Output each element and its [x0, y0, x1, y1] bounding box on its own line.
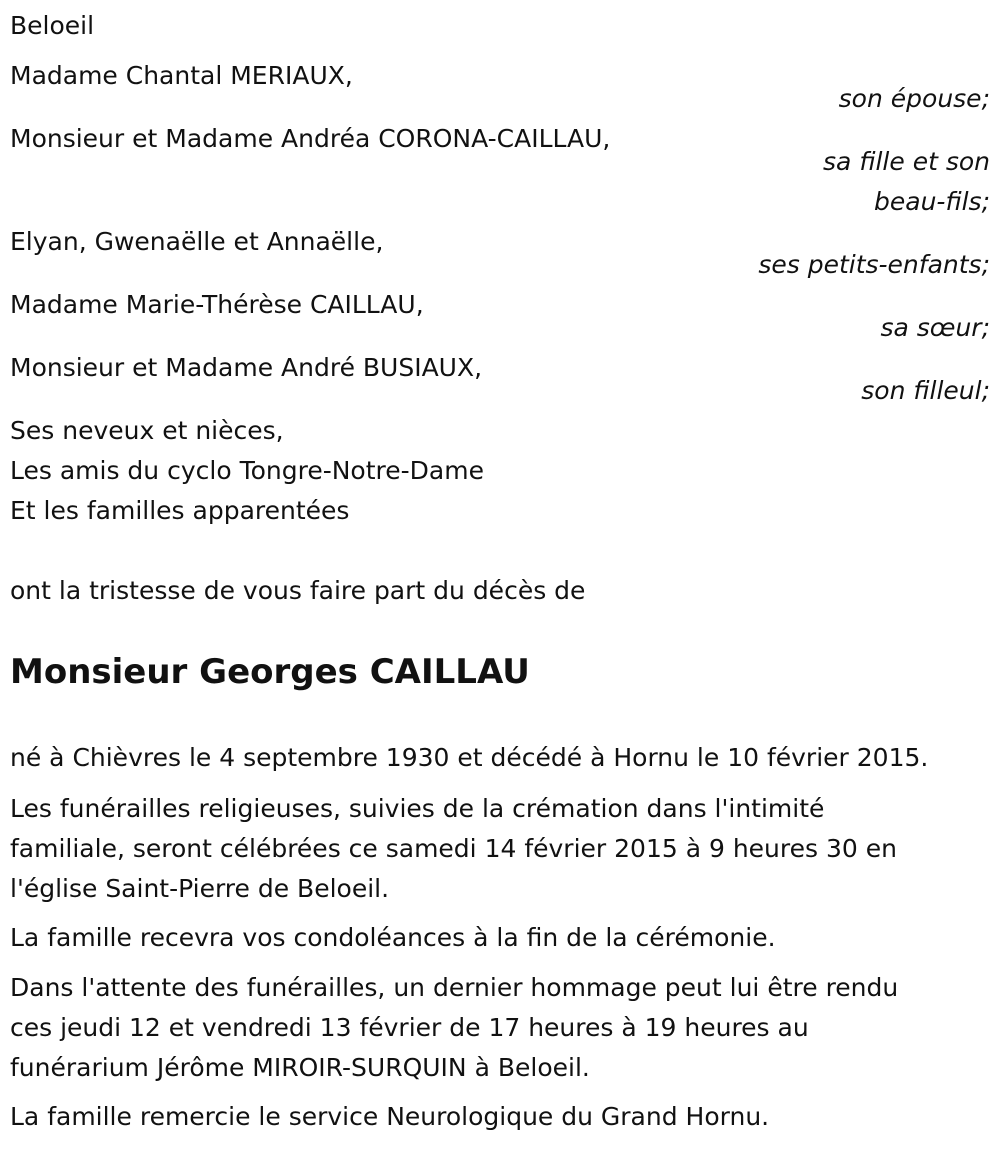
other-mourners-line: Et les familles apparentées	[10, 496, 350, 525]
announcement-text: ont la tristesse de vous faire part du décès de	[10, 576, 586, 605]
tribute-paragraph-line: ces jeudi 12 et vendredi 13 février de 17 heures à 19 heures au	[10, 1013, 809, 1042]
mourner-name: Monsieur et Madame André BUSIAUX,	[10, 353, 483, 382]
mourner-relation: son épouse;	[838, 84, 990, 113]
mourner-name: Madame Chantal MERIAUX,	[10, 61, 353, 90]
other-mourners-line: Les amis du cyclo Tongre-Notre-Dame	[10, 456, 484, 485]
mourner-relation: son filleul;	[861, 376, 990, 405]
other-mourners-line: Ses neveux et nièces,	[10, 416, 284, 445]
tribute-paragraph-line: funérarium Jérôme MIROIR-SURQUIN à Beloeil.	[10, 1053, 590, 1082]
thanks-paragraph: La famille remercie le service Neurologique du Grand Hornu.	[10, 1102, 770, 1131]
funeral-paragraph-line: familiale, seront célébrées ce samedi 14 février 2015 à 9 heures 30 en	[10, 834, 897, 863]
mourner-relation: beau-fils;	[874, 187, 990, 216]
deceased-name: Monsieur Georges CAILLAU	[10, 652, 530, 692]
mourner-relation: sa sœur;	[880, 313, 990, 342]
condolences-paragraph: La famille recevra vos condoléances à la fin de la cérémonie.	[10, 923, 776, 952]
funeral-paragraph-line: l'église Saint-Pierre de Beloeil.	[10, 874, 390, 903]
funeral-paragraph-line: Les funérailles religieuses, suivies de la crémation dans l'intimité	[10, 794, 825, 823]
mourner-relation: ses petits-enfants;	[758, 250, 990, 279]
birth-death-paragraph: né à Chièvres le 4 septembre 1930 et décédé à Hornu le 10 février 2015.	[10, 743, 929, 772]
mourner-name: Madame Marie-Thérèse CAILLAU,	[10, 290, 424, 319]
mourner-name: Monsieur et Madame Andréa CORONA-CAILLAU,	[10, 124, 611, 153]
mourner-relation: sa fille et son	[823, 147, 990, 176]
mourner-name: Elyan, Gwenaëlle et Annaëlle,	[10, 227, 384, 256]
tribute-paragraph-line: Dans l'attente des funérailles, un dernier hommage peut lui être rendu	[10, 973, 899, 1002]
town-heading: Beloeil	[10, 11, 95, 40]
